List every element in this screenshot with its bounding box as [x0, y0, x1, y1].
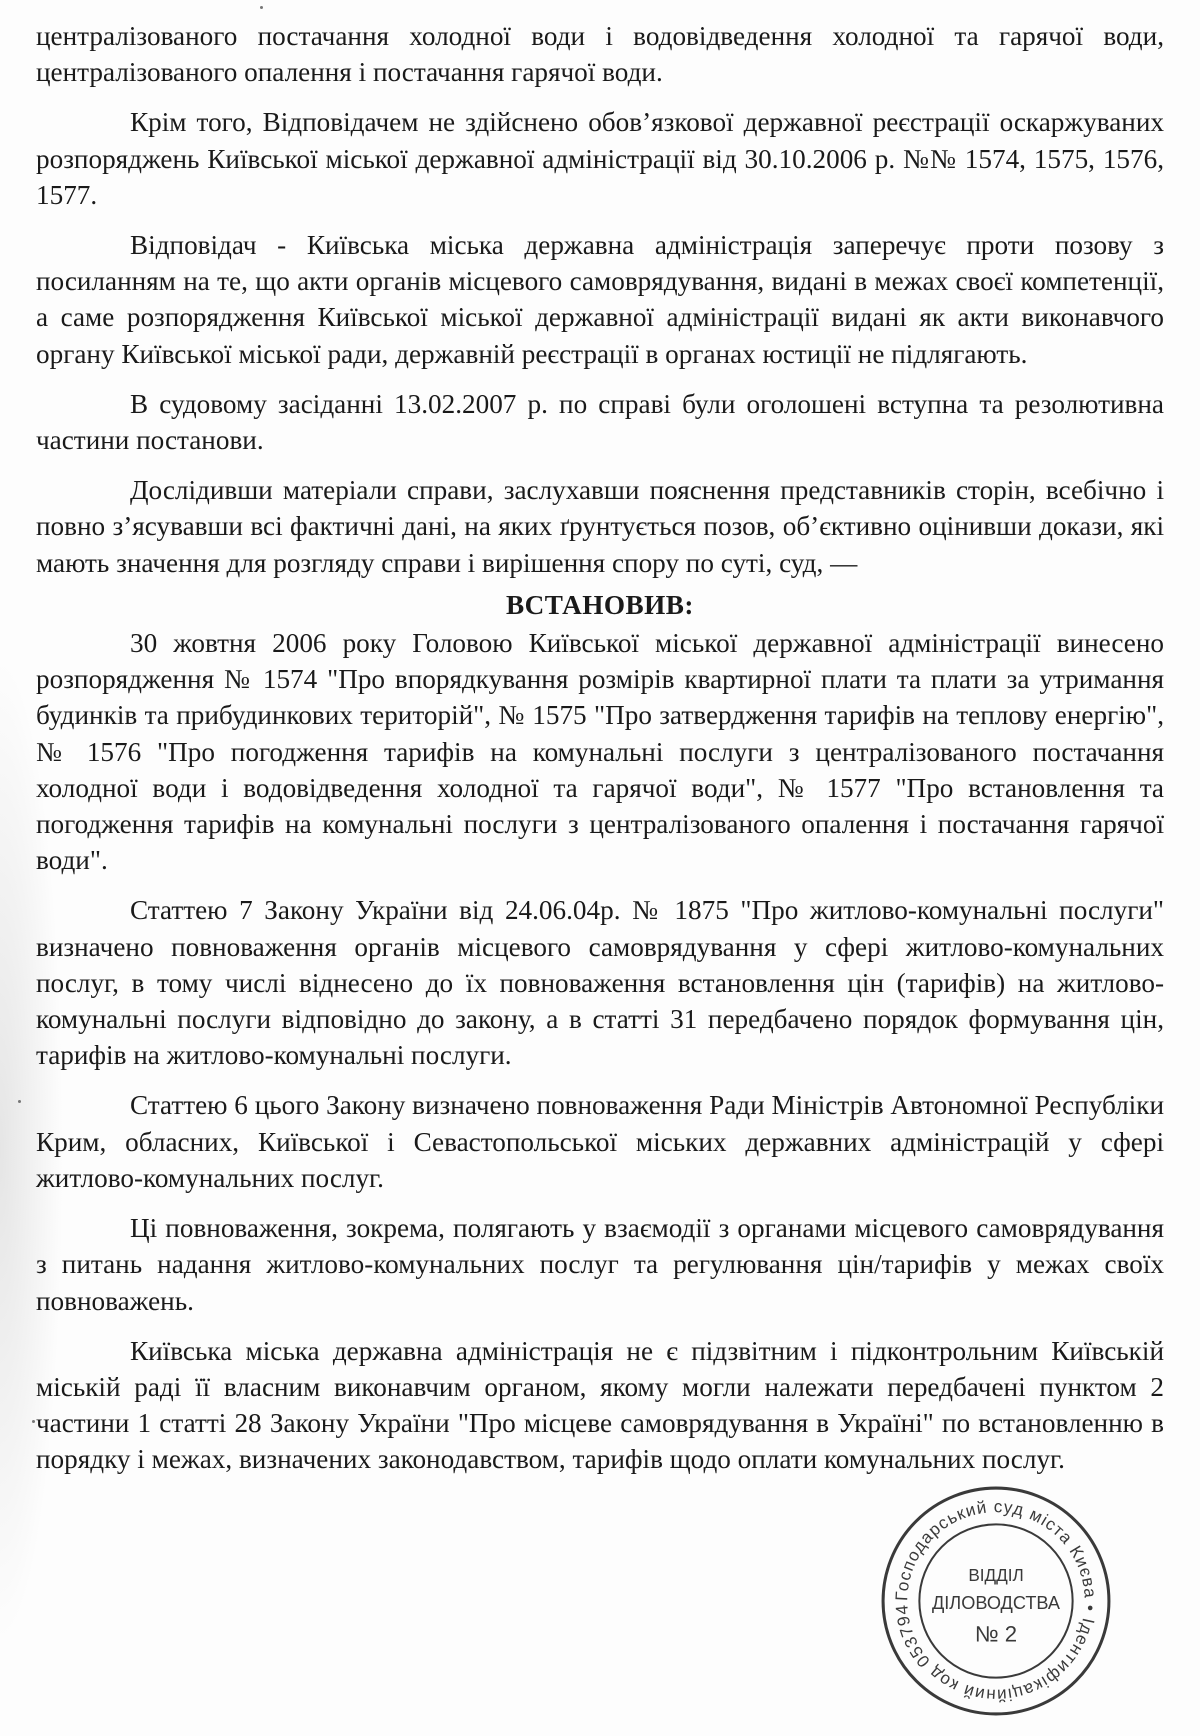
paragraph-7: Статтею 7 Закону України від 24.06.04р. № 1875 "Про житлово-комунальні послуги" визначено повноваження органів місцевого самоврядування у сфері житлово-комунальних послуг, в тому числі віднесено до їх повноваження встановлення цін (тарифів) на житлово-комунальні послуги відповідно до закону, а в статті 31 передбачено порядок формування цін, тарифів на житлово-комунальні послуги.: [36, 895, 1164, 1071]
document-body: [36, 18, 1164, 1492]
scan-speck: [260, 6, 263, 9]
stamp-line-3: № 2: [974, 1621, 1018, 1647]
stamp-seal-icon: [875, 1480, 1117, 1722]
paragraph-8: Статтею 6 цього Закону визначено повноваження Ради Міністрів Автономної Республіки Крим, обласних, Київської і Севастопольської міських державних адміністрацій у сфері житлово-комунальних послуг.: [36, 1090, 1164, 1193]
paragraph-2: Крім того, Відповідачем не здійснено обов’язкової державної реєстрації оскаржуваних розпоряджень Київської міської державної адміністрації від 30.10.2006 р. №№ 1574, 1575, 1576, 1577.: [36, 107, 1164, 210]
stamp-line-1: ВІДДІЛ: [968, 1564, 1024, 1585]
paragraph-3: Відповідач - Київська міська державна адміністрація заперечує проти позову з посиланням на те, що акти органів місцевого самоврядування, видані в межах своєї компетенції, а саме розпорядження Київської міської державної адміністрації видані як акти виконавчого органу Київської міської ради, державній реєстрації в органах юстиції не підлягають.: [36, 230, 1164, 369]
stamp-ring-text: Господарський суд міста Києва • Ідентифікаційний код 053794: [891, 1496, 1101, 1706]
official-stamp: [875, 1480, 1117, 1722]
scan-speck: [18, 1100, 21, 1103]
section-heading: ВСТАНОВИВ:: [506, 589, 694, 620]
scan-speck: [32, 1420, 35, 1423]
paragraph-4: В судовому засіданні 13.02.2007 р. по справі були оголошені вступна та резолютивна частини постанови.: [36, 388, 1164, 456]
paragraph-10: Київська міська державна адміністрація не є підзвітним і підконтрольним Київській міській раді її власним виконавчим органом, якому могли належати передбачені пунктом 2 частини 1 статті 28 Закону України "Про місцеве самоврядування в Україні" по встановленню в порядку і межах, визначених законодавством, тарифів щодо оплати комунальних послуг.: [36, 1335, 1164, 1475]
paragraph-9: Ці повноваження, зокрема, полягають у взаємодії з органами місцевого самоврядування з питань надання житлово-комунальних послуг та регулювання цін/тарифів у межах своїх повноважень.: [36, 1213, 1164, 1316]
stamp-line-2: ДІЛОВОДСТВА: [931, 1593, 1061, 1614]
paragraph-6: 30 жовтня 2006 року Головою Київської міської державної адміністрації винесено розпорядження № 1574 "Про впорядкування розмірів квартирної плати та плати за утримання будинків та прибудинкових територій", № 1575 "Про затвердження тарифів на теплову енергію", № 1576 "Про погодження тарифів на комунальні послуги з централізованого постачання холодної води і водовідведення холодної та гарячої води", № 1577 "Про встановлення та погодження тарифів на комунальні послуги з централізованого опалення і постачання гарячої води".: [36, 628, 1164, 876]
paragraph-1: централізованого постачання холодної води і водовідведення холодної та гарячої води, централізованого опалення і постачання гарячої води.: [36, 21, 1164, 88]
paragraph-5: Дослідивши матеріали справи, заслухавши пояснення представників сторін, всебічно і повно з’ясувавши всі фактичні дані, на яких ґрунтується позов, об’єктивно оцінивши докази, які мають значення для розгляду справи і вирішення спору по суті, суд, —: [36, 475, 1164, 578]
